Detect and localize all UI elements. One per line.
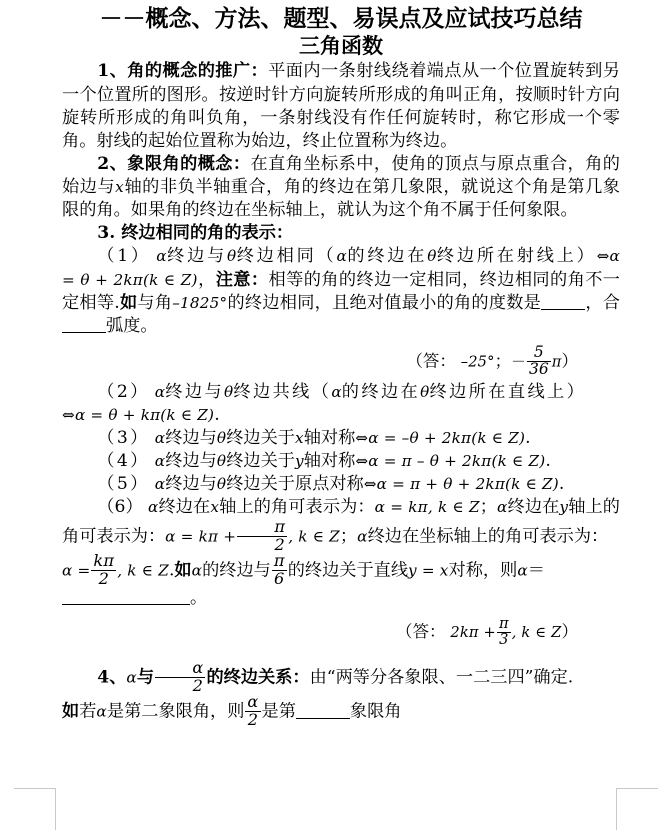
item-6-alpha: α bbox=[147, 498, 159, 517]
item-6-formula-y-tail: , k ∈ Z bbox=[288, 528, 340, 547]
item-5-alpha: α bbox=[154, 475, 166, 494]
section-1-paragraph bbox=[62, 60, 620, 153]
item-2-alpha-2: α bbox=[331, 382, 342, 401]
section-4-head-fraction bbox=[155, 660, 205, 694]
item-6-formula-axis-numerator: kπ bbox=[93, 551, 115, 571]
section-1-heading: 角的概念的推广 bbox=[127, 61, 251, 82]
item-6-formula-axis-tail: , k ∈ Z bbox=[117, 562, 169, 581]
section-4-ru-frac-denominator: 2 bbox=[245, 711, 260, 728]
section-4-answer-blank[interactable] bbox=[296, 718, 350, 719]
section-2-paragraph bbox=[62, 153, 620, 222]
item-6-period: . bbox=[168, 561, 175, 582]
item-4-text-c: 轴对称 bbox=[303, 450, 356, 471]
item-4-label: （4） bbox=[97, 450, 150, 471]
section-4-ru-text-b: 是第二象限角，则 bbox=[106, 701, 245, 722]
item-3-text-c: 轴对称 bbox=[303, 427, 356, 448]
section-4-head-frac-denominator: 2 bbox=[155, 677, 205, 694]
item-1-ru-text-d: 弧度。 bbox=[106, 315, 158, 336]
item-1-answer bbox=[62, 342, 620, 378]
item-3-iff-icon: ⇔ bbox=[355, 428, 369, 447]
section-4-head-tail: 的终边关系 bbox=[206, 667, 293, 688]
item-2-text-a: 终边与 bbox=[165, 381, 225, 402]
section-3-colon: ： bbox=[275, 223, 294, 244]
section-4-yu: 与 bbox=[136, 667, 155, 688]
item-6-ru-frac-denominator: 6 bbox=[272, 570, 287, 587]
item-6-formula-y-numerator: π bbox=[274, 517, 286, 537]
item-3-alpha: α bbox=[154, 428, 166, 447]
section-4-ru-fraction bbox=[245, 694, 260, 728]
item-3-text-a: 终边与 bbox=[165, 427, 217, 448]
item-4-text-a: 终边与 bbox=[165, 450, 217, 471]
item-4-text-b: 终边关于 bbox=[226, 450, 295, 471]
item-6-formula-y-denominator: 2 bbox=[237, 536, 287, 553]
item-3-period: . bbox=[525, 427, 531, 448]
item-1-formula: α = θ + 2kπ(k ∈ Z) bbox=[62, 247, 620, 289]
item-1-text-c: 的终边在 bbox=[346, 246, 428, 267]
item-6-answer-blank[interactable] bbox=[62, 604, 190, 605]
item-6-ru-alpha-2: α bbox=[517, 562, 528, 581]
item-6-answer-blank-line bbox=[62, 587, 620, 610]
section-4-ru-label: 如 bbox=[62, 701, 80, 722]
item-6-formula-x: α = kπ, k ∈ Z bbox=[374, 498, 480, 517]
item-4-paragraph bbox=[62, 450, 620, 473]
item-6-answer-prefix: （答： bbox=[396, 622, 446, 642]
item-5-text-b: 终边关于原点对称 bbox=[226, 474, 364, 495]
item-4-iff-icon: ⇔ bbox=[355, 451, 369, 470]
item-6-text-c: 终边在 bbox=[507, 497, 560, 518]
crop-mark-bottom-left bbox=[14, 788, 56, 830]
item-1-answer-blank-2[interactable] bbox=[62, 332, 106, 333]
item-5-period: . bbox=[558, 474, 565, 495]
item-6-ru-text-a: 的终边与 bbox=[202, 561, 271, 582]
item-1-theta: θ bbox=[227, 247, 237, 266]
page-subtitle: 三角函数 bbox=[299, 32, 383, 58]
item-6-continuation bbox=[62, 553, 620, 587]
item-6-text-a: 终边在 bbox=[158, 497, 211, 518]
section-2-body-part1: 在直角坐标系中，使角的顶点与原点重合，角的始边与 bbox=[62, 153, 620, 198]
item-2-label: （2） bbox=[97, 381, 150, 402]
item-5-theta: θ bbox=[216, 475, 227, 494]
section-2-axis-x: x bbox=[115, 178, 124, 197]
item-1-answer-prefix: （答： bbox=[406, 351, 456, 371]
section-3-heading-line bbox=[62, 222, 620, 245]
item-1-text-b: 终边相同（ bbox=[236, 246, 337, 267]
item-6-answer-frac-denominator: 3 bbox=[497, 632, 511, 648]
item-3-text-b: 终边关于 bbox=[226, 427, 295, 448]
item-6-formula-axis-lead: α = bbox=[62, 562, 91, 581]
item-1-text-d: 终边所在射线上） bbox=[436, 246, 597, 267]
item-1-alpha-2: α bbox=[336, 247, 347, 266]
section-2-number: 2、 bbox=[97, 153, 128, 174]
section-4-ru-frac-numerator: α bbox=[247, 692, 259, 712]
section-1-colon: ： bbox=[250, 61, 269, 82]
item-1-iff-icon: ⇔ bbox=[596, 247, 610, 266]
item-1-note-colon: ： bbox=[250, 269, 269, 290]
item-6-text-d: 轴上的角可表示为： bbox=[62, 497, 620, 548]
item-1-answer-frac-denominator: 36 bbox=[528, 359, 549, 378]
item-6-answer-tail: , k ∈ Z bbox=[511, 624, 562, 642]
item-2-paragraph bbox=[62, 381, 620, 404]
section-4-paragraph bbox=[62, 660, 620, 694]
section-4-example-line bbox=[62, 694, 620, 728]
item-1-alpha: α bbox=[156, 247, 167, 266]
item-5-text-a: 终边与 bbox=[165, 474, 217, 495]
section-1-body: 平面内一条射线绕着端点从一个位置旋转到另一个位置所的图形。按逆时针方向旋转所形成的角叫正角，按顺时针方向旋转所形成的角叫负角，一条射线没有作任何旋转时，称它形成一个零角。射线的起始位置称为始边，终止位置称为终边。 bbox=[62, 61, 620, 151]
item-6-answer-lead: 2kπ + bbox=[450, 624, 496, 642]
item-6-axis-x: x bbox=[210, 498, 220, 517]
section-3-number: 3. bbox=[97, 223, 116, 244]
item-6-ru-text-c: 对称，则 bbox=[448, 561, 518, 582]
item-1-ru-label: 如 bbox=[119, 292, 138, 313]
item-3-theta: θ bbox=[216, 428, 227, 447]
item-1-theta-2: θ bbox=[427, 247, 437, 266]
item-1-text-a: 终边与 bbox=[166, 246, 227, 267]
item-1-note-label: 注意 bbox=[215, 269, 251, 290]
item-4-theta: θ bbox=[216, 451, 227, 470]
item-6-label: （6） bbox=[97, 497, 143, 518]
item-3-formula: α = –θ + 2kπ(k ∈ Z) bbox=[368, 428, 526, 447]
section-4-ru-text-c: 是第 bbox=[261, 701, 296, 722]
item-6-ru-equals: ＝ bbox=[527, 561, 545, 582]
item-1-ru-text-c: ，合 bbox=[585, 292, 620, 313]
section-2-heading: 象限角的概念 bbox=[127, 153, 233, 174]
item-2-theta-2: θ bbox=[420, 382, 430, 401]
item-6-axis-y: y bbox=[559, 498, 569, 517]
item-1-answer-separator: ； bbox=[494, 351, 512, 371]
section-2-body-part2: 轴的非负半轴重合，角的终边在第几象限，就说这个角是第几象限的角。如果角的终边在坐标轴上，就认为这个角不属于任何象限。 bbox=[62, 177, 620, 221]
item-2-text-d: 终边所在直线上） bbox=[429, 381, 587, 402]
item-6-formula-axis-denominator: 2 bbox=[91, 570, 116, 587]
item-5-label: （5） bbox=[97, 474, 150, 495]
item-6-text-e: 终边在坐标轴上的角可表示为： bbox=[367, 527, 609, 548]
item-5-paragraph bbox=[62, 473, 620, 496]
item-2-formula-line bbox=[62, 404, 620, 427]
section-4-alpha: α bbox=[126, 668, 137, 687]
item-6-ru-text-b: 的终边关于直线 bbox=[287, 561, 409, 582]
item-1-note-text: 相等的角的终边一定相同，终边相同的角不一定相等. bbox=[62, 269, 620, 313]
item-6-sep-2: ； bbox=[339, 527, 358, 548]
item-5-iff-icon: ⇔ bbox=[363, 475, 377, 494]
item-6-ru-end: 。 bbox=[190, 588, 208, 609]
item-6-text-b: 轴上的角可表示为： bbox=[219, 497, 375, 518]
item-6-answer-fraction bbox=[497, 617, 511, 648]
item-2-iff-icon: ⇔ bbox=[62, 405, 75, 424]
item-2-period: . bbox=[214, 404, 220, 425]
item-2-theta: θ bbox=[224, 382, 234, 401]
item-4-alpha: α bbox=[154, 451, 166, 470]
item-1-answer-frac-numerator: 5 bbox=[533, 342, 544, 361]
item-1-label: （1） bbox=[97, 246, 151, 267]
section-3-heading: 终边相同的角的表示 bbox=[121, 223, 276, 244]
item-4-axis: y bbox=[294, 451, 304, 470]
item-3-paragraph bbox=[62, 427, 620, 450]
section-2-colon: ： bbox=[232, 153, 251, 174]
section-4-body: 由“两等分各象限、一二三四”确定. bbox=[309, 667, 574, 688]
item-6-paragraph bbox=[62, 496, 620, 553]
item-6-ru-fraction bbox=[272, 553, 287, 587]
item-5-formula: α = π + θ + 2kπ(k ∈ Z) bbox=[376, 475, 559, 494]
section-4-ru-text-d: 象限角 bbox=[349, 701, 402, 722]
section-4-ru-alpha: α bbox=[96, 702, 107, 721]
item-3-label: （3） bbox=[97, 427, 150, 448]
item-1-ru-text-b: 的终边相同，且绝对值最小的角的度数是 bbox=[227, 292, 542, 313]
item-1-ru-angle: –1825° bbox=[172, 293, 228, 312]
item-1-answer-value-1: –25° bbox=[460, 353, 495, 371]
item-4-formula: α = π – θ + 2kπ(k ∈ Z) bbox=[368, 451, 546, 470]
item-1-ru-text-a: 与角 bbox=[137, 292, 173, 313]
section-4-ru-text-a: 若 bbox=[79, 701, 97, 722]
section-4-number: 4、 bbox=[97, 667, 127, 688]
item-6-sep-1: ； bbox=[479, 497, 497, 518]
item-6-ru-frac-numerator: π bbox=[273, 551, 285, 571]
section-4-head-frac-numerator: α bbox=[192, 658, 204, 678]
item-6-formula-y-fraction bbox=[237, 519, 287, 553]
item-6-formula-axis-fraction bbox=[91, 553, 116, 587]
item-1-paragraph: （1） α终边与θ终边相同（α的终边在θ终边所在射线上）⇔α = θ + 2kπ(k ∈ Z)，注意：相等的角的终边一定相同，终边相同的角不一定相等.如与角–1825°的终边相同，且绝对值最小的角的度数是 ，合弧度。 bbox=[62, 246, 620, 336]
item-1-answer-blank-1[interactable] bbox=[541, 309, 585, 310]
item-3-axis: x bbox=[294, 428, 304, 447]
item-6-formula-y-lead: α = kπ + bbox=[165, 528, 237, 547]
item-1-answer-fraction bbox=[527, 342, 551, 378]
item-6-alpha-2: α bbox=[497, 498, 508, 517]
item-1-answer-suffix: ） bbox=[561, 351, 578, 371]
item-6-ru-line: y = x bbox=[408, 562, 449, 581]
item-6-ru-label: 如 bbox=[174, 561, 192, 582]
item-2-formula: α = θ + kπ(k ∈ Z) bbox=[74, 405, 215, 424]
item-2-alpha: α bbox=[154, 382, 166, 401]
item-2-text-b: 终边共线（ bbox=[233, 381, 332, 402]
item-1-answer-pi: π bbox=[551, 353, 562, 371]
page-title: －－概念、方法、题型、易误点及应试技巧总结 bbox=[99, 5, 583, 32]
crop-mark-bottom-right bbox=[616, 788, 658, 830]
item-6-answer-suffix: ） bbox=[561, 622, 578, 642]
section-4-colon: ： bbox=[292, 667, 310, 688]
item-4-period: . bbox=[545, 450, 551, 471]
item-2-text-c: 的终边在 bbox=[341, 381, 421, 402]
item-1-answer-minus: － bbox=[511, 353, 526, 371]
section-1-number: 1、 bbox=[97, 61, 128, 82]
item-6-answer-frac-numerator: π bbox=[498, 615, 509, 633]
item-6-ru-alpha: α bbox=[191, 562, 203, 581]
item-6-alpha-3: α bbox=[357, 528, 368, 547]
item-6-answer bbox=[62, 617, 620, 648]
